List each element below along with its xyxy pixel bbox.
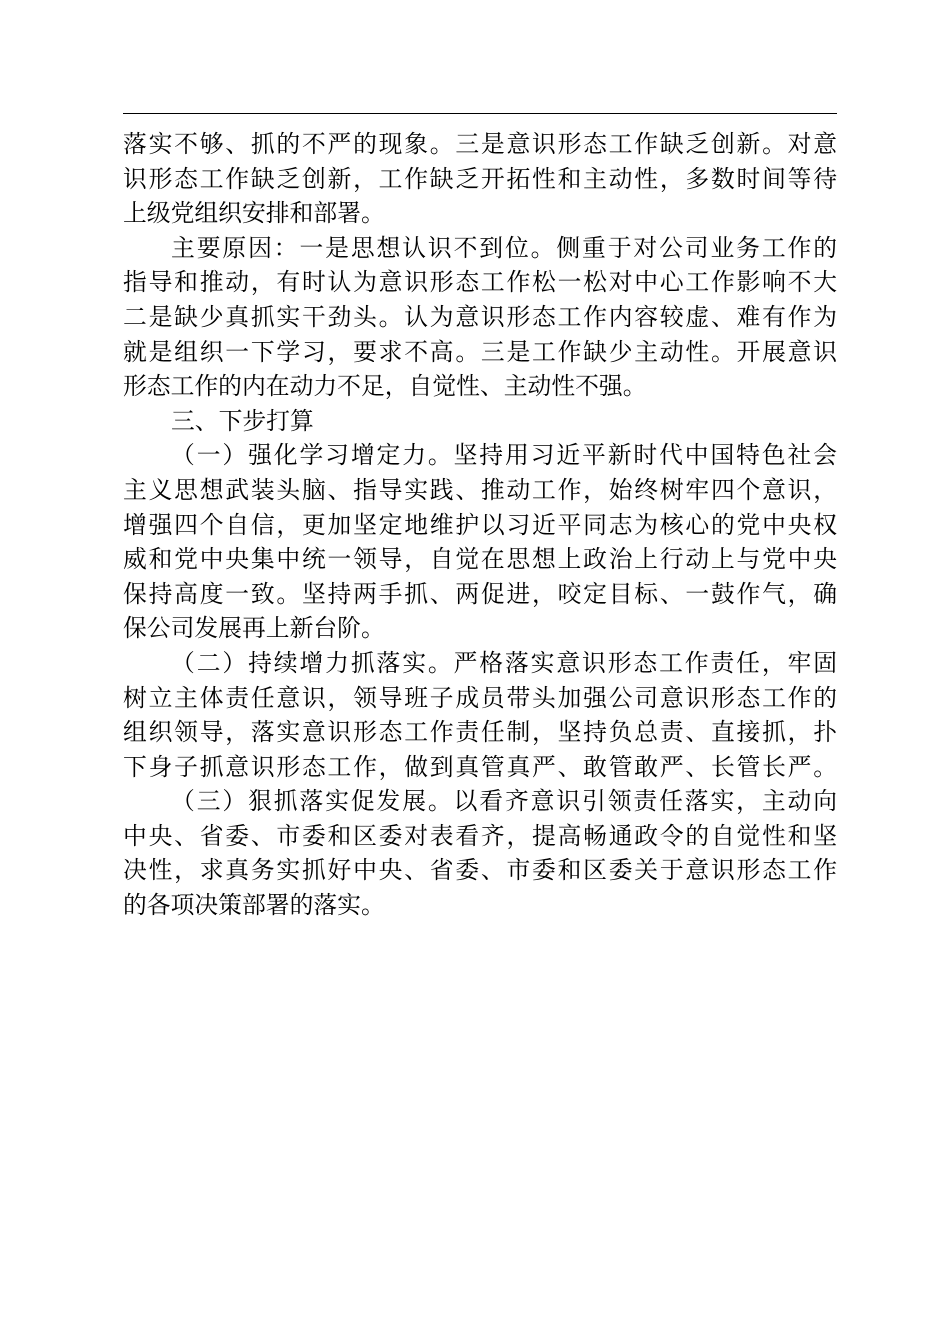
text-line: 二是缺少真抓实干劲头。认为意识形态工作内容较虚、难有作为 (123, 302, 837, 331)
text-line: 形态工作的内在动力不足，自觉性、主动性不强。 (123, 372, 647, 401)
text-line: 识形态工作缺乏创新，工作缺乏开拓性和主动性，多数时间等待 (123, 164, 837, 193)
section-heading: 三、下步打算 (171, 406, 314, 435)
text-line: 就是组织一下学习，要求不高。三是工作缺少主动性。开展意识 (123, 337, 837, 366)
paragraph-first-line: （三）狠抓落实促发展。以看齐意识引领责任落实，主动向 (171, 787, 837, 816)
text-line: 落实不够、抓的不严的现象。三是意识形态工作缺乏创新。对意 (123, 130, 837, 158)
text-line: 保持高度一致。坚持两手抓、两促进，咬定目标、一鼓作气，确 (123, 579, 837, 608)
body-text (123, 127, 837, 923)
text-line: 树立主体责任意识，领导班子成员带头加强公司意识形态工作的 (123, 683, 837, 712)
text-line: 决性，求真务实抓好中央、省委、市委和区委关于意识形态工作 (123, 856, 837, 885)
paragraph-first-line: （一）强化学习增定力。坚持用习近平新时代中国特色社会 (171, 441, 837, 470)
text-line: 下身子抓意识形态工作，做到真管真严、敢管敢严、长管长严。 (123, 752, 837, 781)
text-line: 保公司发展再上新台阶。 (123, 614, 385, 643)
paragraph-first-line: 主要原因：一是思想认识不到位。侧重于对公司业务工作的 (171, 233, 837, 262)
text-line: 增强四个自信，更加坚定地维护以习近平同志为核心的党中央权 (123, 510, 837, 539)
text-line: 中央、省委、市委和区委对表看齐，提高畅通政令的自觉性和坚 (123, 821, 837, 850)
text-line: 组织领导，落实意识形态工作责任制，坚持负总责、直接抓，扑 (123, 718, 837, 747)
header-rule (123, 113, 837, 114)
text-line: 的各项决策部署的落实。 (123, 891, 385, 920)
text-line: 上级党组织安排和部署。 (123, 199, 385, 228)
paragraph-first-line: （二）持续增力抓落实。严格落实意识形态工作责任，牢固 (171, 648, 837, 677)
text-line: 指导和推动，有时认为意识形态工作松一松对中心工作影响不大 (123, 268, 837, 297)
text-line: 主义思想武装头脑、指导实践、推动工作，始终树牢四个意识， (123, 475, 837, 504)
text-line: 威和党中央集中统一领导，自觉在思想上政治上行动上与党中央 (123, 545, 837, 574)
